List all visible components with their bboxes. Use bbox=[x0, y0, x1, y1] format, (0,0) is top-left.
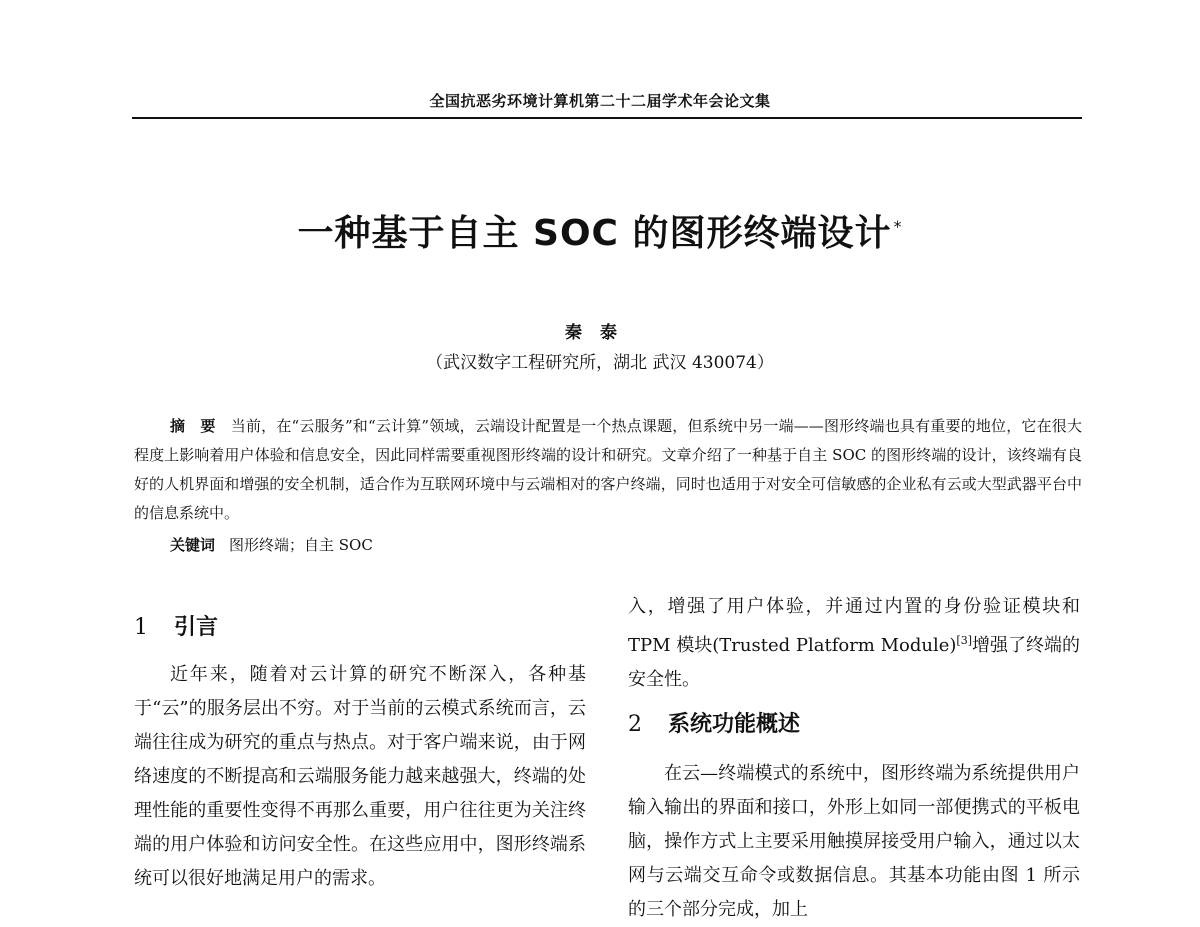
continued-paragraph bbox=[628, 590, 1080, 697]
section-2-title: 系统功能概述 bbox=[668, 712, 801, 737]
section-1-paragraph: 近年来，随着对云计算的研究不断深入，各种基于“云”的服务层出不穷。对于当前的云模式系统而言，云端往往成为研究的重点与热点。对于客户端来说，由于网络速度的不断提高和云端服务能力越来越强大，终端的处理性能的重要性变得不再那么重要，用户往往更为关注终端的用户体验和访问安全性。在这些应用中，图形终端系统可以很好地满足用户的需求。 bbox=[134, 664, 586, 889]
keywords bbox=[170, 534, 373, 555]
section-1-number: 1 bbox=[134, 615, 148, 640]
section-1-heading bbox=[134, 606, 586, 650]
abstract-text: 当前，在“云服务”和“云计算”领域，云端设计配置是一个热点课题，但系统中另一端——图形终端也具有重要的地位，它在很大程度上影响着用户体验和信息安全，因此同样需要重视图形终端的设计和研究。文章介绍了一种基于自主 SOC 的图形终端的设计，该终端有良好的人机界面和增强的安全机制，适合作为互联网环境中与云端相对的客户终端，同时也适用于对安全可信敏感的企业私有云或大型武器平台中的信息系统中。 bbox=[134, 417, 1082, 522]
continued-paragraph-part-b: 增强了终端的安全性。 bbox=[628, 635, 1080, 690]
left-column bbox=[134, 606, 586, 896]
keywords-label: 关键词 bbox=[170, 536, 216, 554]
citation-3: [3] bbox=[956, 634, 972, 647]
abstract bbox=[134, 412, 1082, 528]
section-2-number: 2 bbox=[628, 712, 642, 737]
section-2-paragraph: 在云—终端模式的系统中，图形终端为系统提供用户输入输出的界面和接口，外形上如同一部便携式的平板电脑，操作方式上主要采用触摸屏接受用户输入，通过以太网与云端交互命令或数据信息。其基本功能由图 1 所示的三个部分完成，加上 bbox=[628, 763, 1080, 920]
section-1-title: 引言 bbox=[174, 615, 219, 640]
author-affiliation: （武汉数字工程研究所，湖北 武汉 430074） bbox=[426, 353, 774, 373]
abstract-label: 摘 要 bbox=[170, 417, 216, 435]
author-name: 秦泰 bbox=[565, 323, 635, 343]
title-footnote-mark: * bbox=[893, 217, 903, 236]
right-column bbox=[628, 590, 1080, 927]
continued-paragraph-part-a: 入，增强了用户体验，并通过内置的身份验证模块和 TPM 模块(Trusted Platform Module) bbox=[628, 596, 1080, 656]
running-header: 全国抗恶劣环境计算机第二十二届学术年会论文集 bbox=[429, 92, 771, 110]
paper-title bbox=[0, 205, 1200, 256]
paper-title-text: 一种基于自主 SOC 的图形终端设计 bbox=[297, 213, 892, 254]
header-rule bbox=[132, 117, 1082, 119]
keywords-text: 图形终端；自主 SOC bbox=[229, 536, 373, 554]
section-2-heading bbox=[628, 703, 1080, 747]
